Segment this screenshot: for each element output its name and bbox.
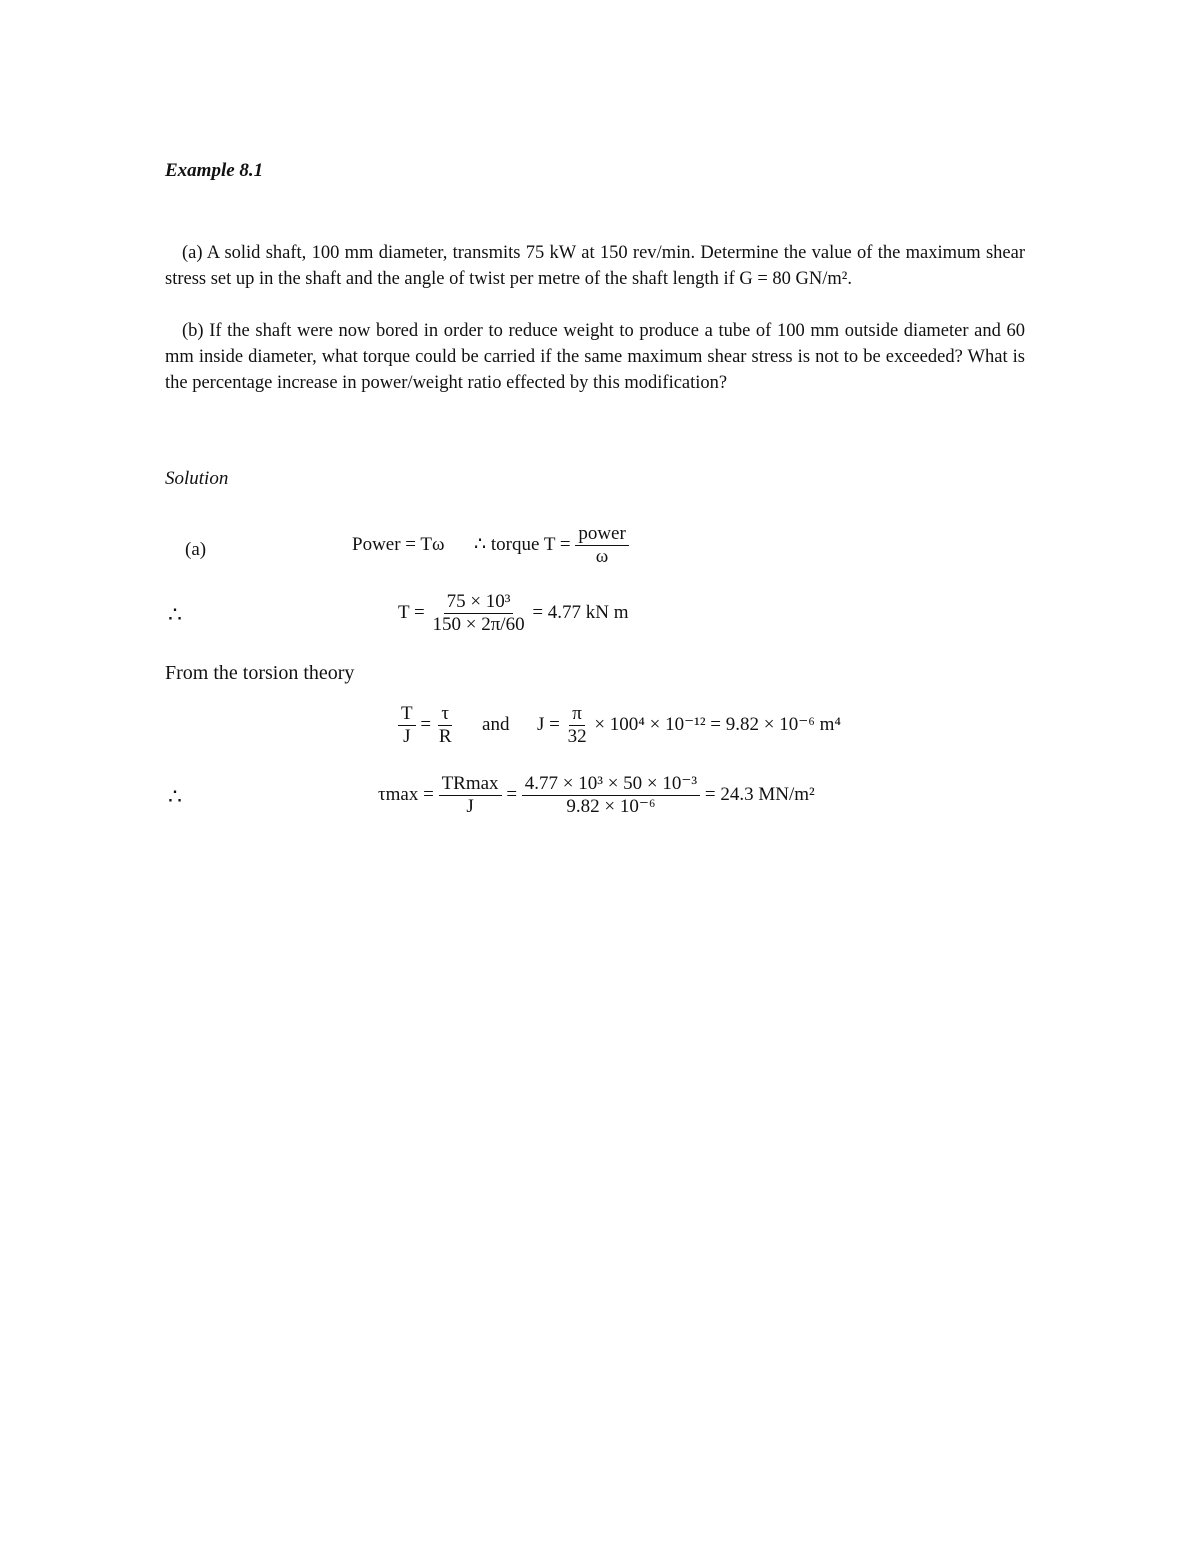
- eq2-rhs: = 4.77 kN m: [532, 601, 629, 623]
- eq4-lhs: τmax =: [378, 783, 434, 805]
- eq4-f2-denominator: 9.82 × 10⁻⁶: [566, 795, 656, 817]
- eq3-f3-denominator: 32: [567, 725, 587, 747]
- eq2-fraction: [429, 592, 527, 635]
- equation-max-shear: [378, 774, 815, 817]
- equation-power: [352, 524, 629, 567]
- eq3-f2-denominator: R: [438, 725, 452, 747]
- eq1-lhs: Power = Tω: [352, 533, 445, 555]
- eq3-equals: =: [420, 713, 432, 735]
- eq3-f3-numerator: π: [569, 704, 585, 726]
- torsion-theory-line: From the torsion theory: [165, 662, 355, 684]
- eq1-fraction: [575, 524, 628, 567]
- eq2-lhs: T =: [398, 601, 425, 623]
- therefore-symbol-2: ∴: [168, 784, 182, 809]
- eq1-connector: ∴ torque T =: [474, 533, 571, 555]
- eq3-fraction-pi: [565, 704, 590, 747]
- part-a-label: (a): [185, 539, 207, 560]
- eq3-rhs: × 100⁴ × 10⁻¹² = 9.82 × 10⁻⁶ m⁴: [594, 713, 842, 735]
- eq3-fraction-tj: [398, 704, 416, 747]
- eq3-fraction-taur: [436, 704, 455, 747]
- eq4-fraction-values: [522, 774, 700, 817]
- eq1-denominator: ω: [595, 545, 609, 567]
- eq2-denominator: 150 × 2π/60: [432, 613, 525, 635]
- eq3-f1-numerator: T: [398, 704, 416, 726]
- eq3-and: and: [482, 713, 510, 735]
- eq3-j-lhs: J =: [536, 713, 560, 735]
- eq4-fraction-trj: [439, 774, 502, 817]
- therefore-symbol: ∴: [168, 602, 182, 627]
- eq3-f2-numerator: τ: [438, 704, 452, 726]
- eq3-f1-denominator: J: [403, 725, 411, 747]
- equation-polar-moment: [398, 704, 841, 747]
- problem-part-b: (b) If the shaft were now bored in order to reduce weight to produce a tube of 100 mm outside diameter and 60 mm inside diameter, what torque could be carried if the same maximum shear stress is not to be exceeded? What is the percentage increase in power/weight ratio effected by this modification?: [165, 321, 1025, 393]
- problem-part-a: (a) A solid shaft, 100 mm diameter, transmits 75 kW at 150 rev/min. Determine the value of the maximum shear stress set up in the shaft and the angle of twist per metre of the shaft length if G = 80 GN/m².: [165, 243, 1025, 289]
- eq4-f2-numerator: 4.77 × 10³ × 50 × 10⁻³: [522, 774, 700, 796]
- example-title: Example 8.1: [165, 160, 264, 181]
- solution-title: Solution: [165, 468, 229, 489]
- eq4-rhs: = 24.3 MN/m²: [704, 783, 815, 805]
- eq2-numerator: 75 × 10³: [444, 592, 514, 614]
- eq4-equals: =: [506, 783, 518, 805]
- eq4-f1-denominator: J: [466, 795, 474, 817]
- eq1-numerator: power: [575, 524, 628, 546]
- equation-torque: [398, 592, 629, 635]
- eq4-f1-numerator: TRmax: [439, 774, 502, 796]
